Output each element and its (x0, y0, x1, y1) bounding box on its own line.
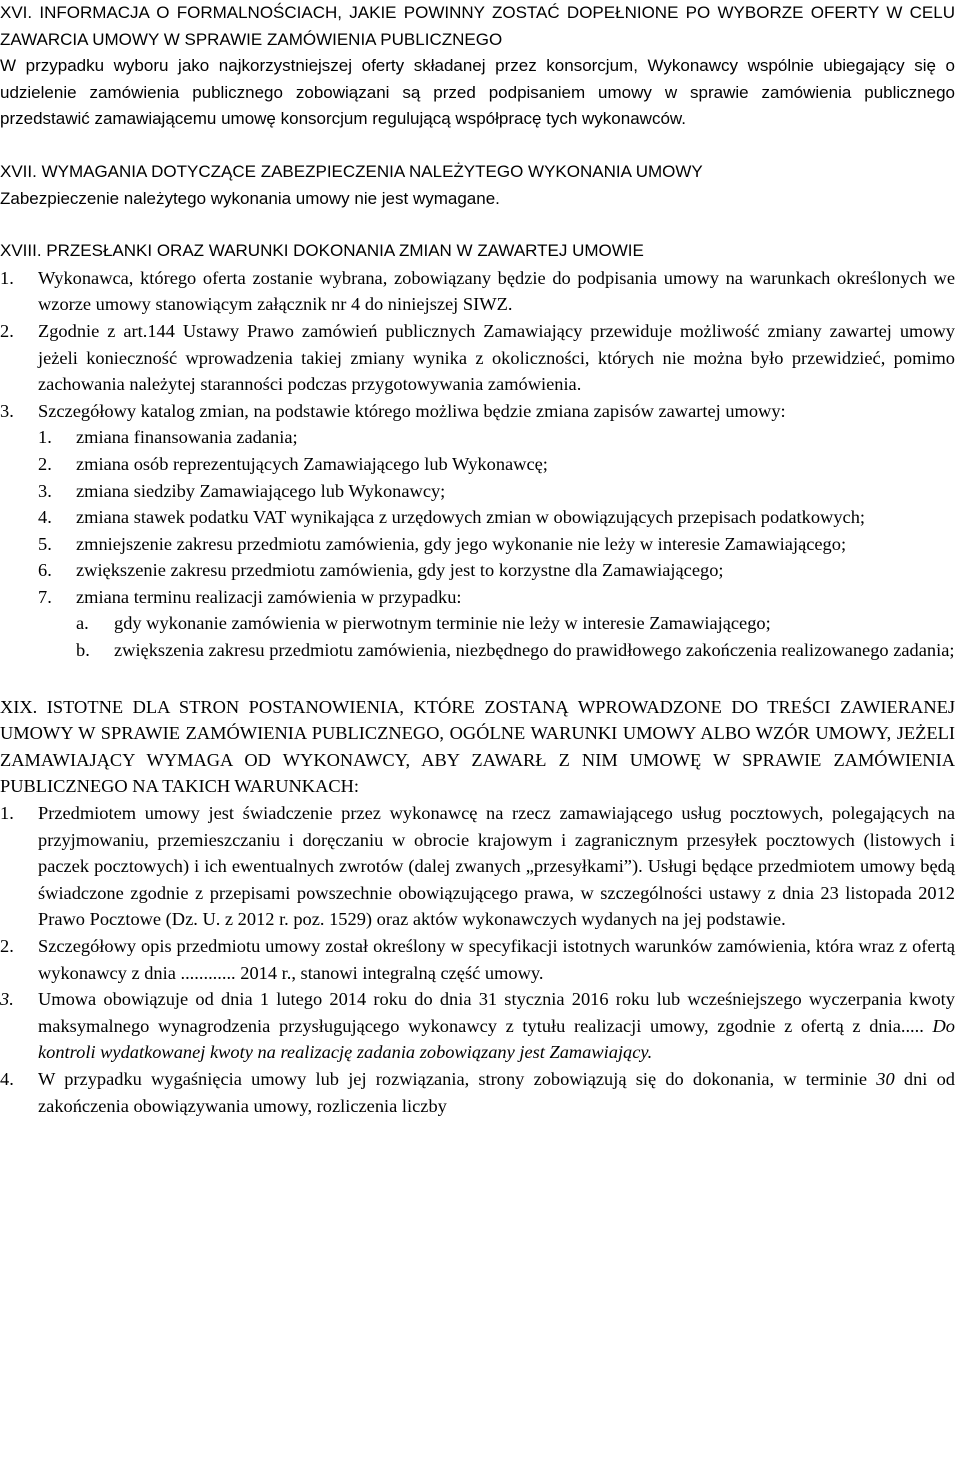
list-text: zmniejszenie zakresu przedmiotu zamówienia, gdy jego wykonanie nie leży w interesie Zamawiającego; (76, 533, 847, 554)
list-number: 3. (0, 400, 14, 421)
section-xvi-body: W przypadku wyboru jako najkorzystniejszej oferty składanej przez konsorcjum, Wykonawcy wspólnie ubiegający się o udzielenie zamówienia publicznego zobowiązani są przed podpisaniem umowy w sprawie zamówienia publicznego przedstawić zamawiającemu umowę konsorcjum regulującą współpracę tych wykonawców. (0, 56, 955, 129)
list-item (0, 800, 955, 933)
list-item (38, 557, 955, 584)
list-text: Umowa obowiązuje od dnia 1 lutego 2014 roku do dnia 31 stycznia 2016 roku lub wcześniejszego wyczerpania kwoty maksymalnego wynagrodzenia przysługującego wykonawcy z tytułu realizacji umowy, zgodnie z ofertą z dnia..... (38, 989, 955, 1036)
change-catalog-list (0, 424, 955, 610)
list-text: Wykonawca, którego oferta zostanie wybrana, zobowiązany będzie do podpisania umowy na warunkach określonych we wzorze umowy stanowiącym załącznik nr 4 do niniejszej SIWZ. (38, 267, 955, 315)
list-text-wrapper (38, 1066, 955, 1119)
section-xvi-heading: XVI. INFORMACJA O FORMALNOŚCIACH, JAKIE POWINNY ZOSTAĆ DOPEŁNIONE PO WYBORZE OFERTY W CELU ZAWARCIA UMOWY W SPRAWIE ZAMÓWIENIA PUBLICZNEGO (0, 3, 955, 49)
list-text: zwiększenie zakresu przedmiotu zamówienia, gdy jest to korzystne dla Zamawiającego; (76, 560, 724, 581)
list-text: Przedmiotem umowy jest świadczenie przez wykonawcę na rzecz zamawiającego usług pocztowych, polegających na przyjmowaniu, przemieszczaniu i doręczaniu w obrocie krajowym i zagranicznym przesyłek pocztowych (listowych i paczek pocztowych) i ich ewentualnych zwrotów (dalej zwanych „przesyłkami”). Usługi będące przedmiotem umowy będą świadczone zgodnie z przepisami powszechnie obowiązującego prawa, w szczególności ustawy z dnia 23 listopada 2012 Prawo Pocztowe (Dz. U. z 2012 r. poz. 1529) oraz aktów wykonawczych wydanych na jej podstawie. (38, 803, 955, 930)
list-item (38, 504, 955, 531)
list-number: 1. (0, 267, 14, 288)
list-letter: b. (76, 640, 90, 661)
list-item (38, 451, 955, 478)
list-text: zmiana terminu realizacji zamówienia w przypadku: (76, 586, 462, 607)
section-xvii-heading: XVII. WYMAGANIA DOTYCZĄCE ZABEZPIECZENIA NALEŻYTEGO WYKONANIA UMOWY (0, 161, 703, 181)
list-text: gdy wykonanie zamówienia w pierwotnym terminie nie leży w interesie Zamawiającego; (114, 613, 771, 634)
list-item (38, 478, 955, 505)
list-number: 3. (38, 480, 52, 501)
list-item (76, 637, 955, 664)
section-xvii-body: Zabezpieczenie należytego wykonania umowy nie jest wymagane. (0, 188, 500, 208)
list-item (38, 584, 955, 611)
list-text: zmiana stawek podatku VAT wynikająca z urzędowych zmian w obowiązujących przepisach podatkowych; (76, 507, 865, 528)
list-item (0, 318, 955, 398)
list-item (0, 1066, 955, 1119)
list-number: 3. (0, 989, 14, 1010)
list-number: 5. (38, 533, 52, 554)
list-text: Szczegółowy opis przedmiotu umowy został określony w specyfikacji istotnych warunków zamówienia, która wraz z ofertą wykonawcy z dnia ............ 2014 r., stanowi integralną część umowy. (38, 936, 955, 983)
list-item (38, 424, 955, 451)
list-text: zmiana osób reprezentujących Zamawiającego lub Wykonawcę; (76, 453, 548, 474)
list-text-rest: dni od zakończenia obowiązywania umowy, rozliczenia liczby (38, 1068, 955, 1116)
list-number: 4. (0, 1068, 14, 1089)
section-xviii (0, 238, 955, 664)
list-text: Zgodnie z art.144 Ustawy Prawo zamówień publicznych Zamawiający przewiduje możliwość zmiany zawartej umowy jeżeli konieczność wprowadzenia takiej zmiany wynika z okoliczności, których nie można było przewidzieć, pomimo zachowania należytej staranności podczas przygotowywania zamówienia. (38, 320, 955, 395)
section-xviii-heading: XVIII. PRZESŁANKI ORAZ WARUNKI DOKONANIA ZMIAN W ZAWARTEJ UMOWIE (0, 241, 644, 261)
list-item (0, 933, 955, 986)
list-number: 2. (0, 320, 14, 341)
section-xvi (0, 0, 955, 133)
section-xvii (0, 159, 955, 212)
list-number: 6. (38, 560, 52, 581)
list-number: 7. (38, 586, 52, 607)
list-item (0, 986, 955, 1066)
list-number: 2. (38, 453, 52, 474)
list-text-wrapper (38, 986, 955, 1066)
list-item (38, 531, 955, 558)
list-text: zwiększenia zakresu przedmiotu zamówienia, niezbędnego do prawidłowego zakończenia realizowanego zadania; (114, 640, 955, 661)
list-letter: a. (76, 613, 89, 634)
list-number: 4. (38, 507, 52, 528)
list-text: zmiana finansowania zadania; (76, 427, 298, 448)
list-number: 1. (38, 427, 52, 448)
list-text-italic: 30 (876, 1068, 895, 1089)
list-text: W przypadku wygaśnięcia umowy lub jej rozwiązania, strony zobowiązują się do dokonania, w terminie (38, 1068, 868, 1089)
section-xix (0, 694, 955, 1120)
deadline-change-list (0, 610, 955, 663)
section-xix-heading: XIX. ISTOTNE DLA STRON POSTANOWIENIA, KTÓRE ZOSTANĄ WPROWADZONE DO TREŚCI ZAWIERANEJ UMOWY W SPRAWIE ZAMÓWIENIA PUBLICZNEGO, OGÓLNE WARUNKI UMOWY ALBO WZÓR UMOWY, JEŻELI ZAMAWIAJĄCY WYMAGA OD WYKONAWCY, ABY ZAWARŁ Z NIM UMOWĘ W SPRAWIE ZAMÓWIENIA PUBLICZNEGO NA TAKICH WARUNKACH: (0, 696, 955, 797)
list-number: 1. (0, 803, 14, 824)
list-text: Szczegółowy katalog zmian, na podstawie którego możliwa będzie zmiana zapisów zawartej umowy: (38, 400, 786, 421)
list-text: zmiana siedziby Zamawiającego lub Wykonawcy; (76, 480, 446, 501)
list-item (0, 265, 955, 318)
list-item (0, 398, 955, 425)
list-number: 2. (0, 936, 14, 956)
list-text-italic: Do kontroli wydatkowanej kwoty na realizację zadania zobowiązany jest Zamawiający. (38, 1015, 955, 1063)
list-item (76, 610, 955, 637)
